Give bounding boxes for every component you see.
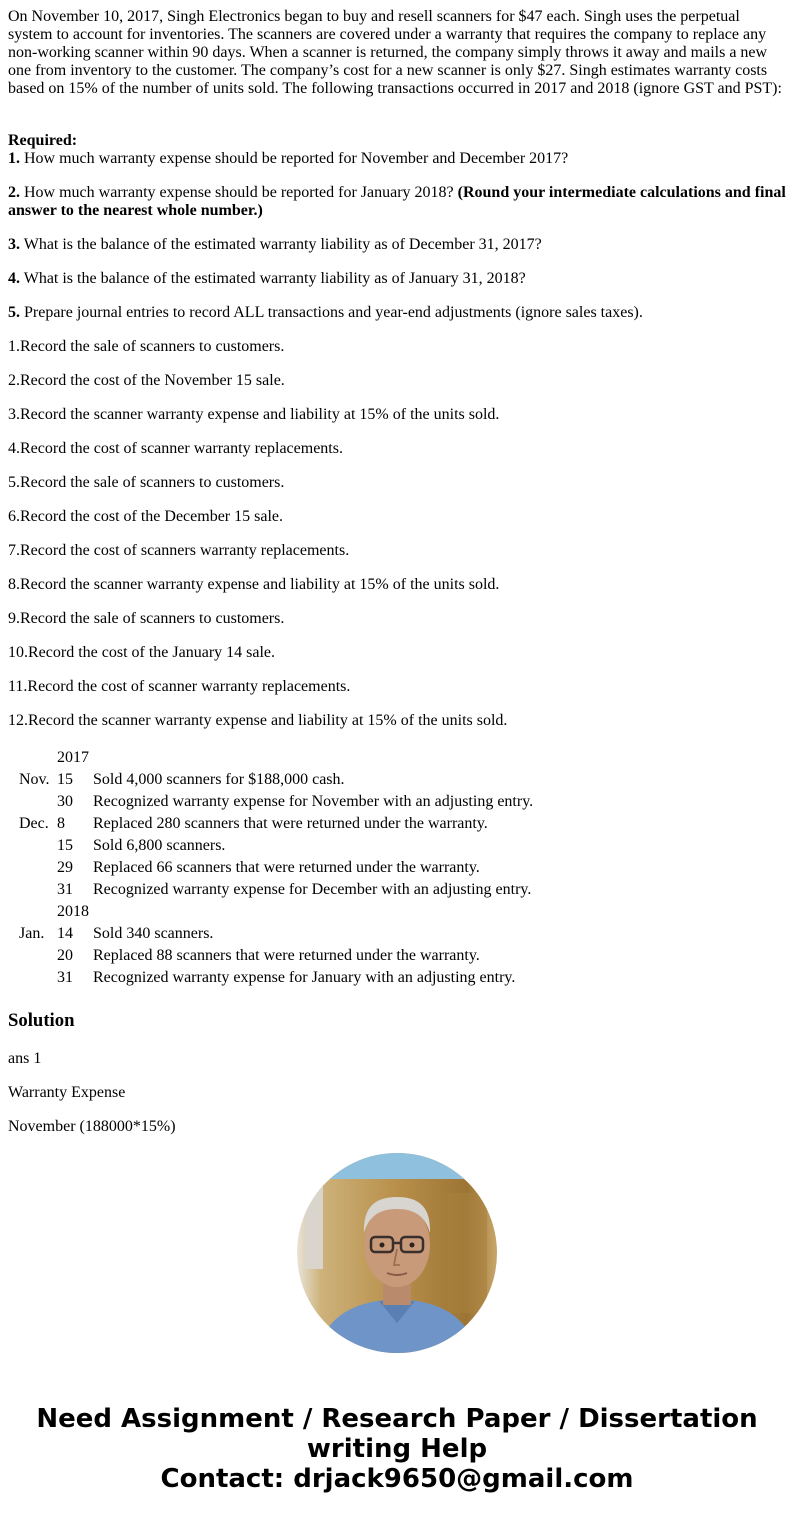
journal-step: 3.Record the scanner warranty expense and liability at 15% of the units sold. (8, 406, 500, 423)
tutor-portrait-image (297, 1153, 497, 1353)
txn-month (18, 902, 54, 922)
question-2-text: How much warranty expense should be reported for January 2018? (20, 184, 458, 201)
solution-line: Warranty Expense (8, 1084, 126, 1101)
txn-day: 15 (57, 837, 73, 854)
txn-description: Recognized warranty expense for December with an adjusting entry. (93, 881, 532, 898)
document-body (8, 8, 788, 1152)
txn-day: 14 (57, 925, 73, 942)
journal-step: 4.Record the cost of scanner warranty replacements. (8, 440, 343, 457)
tutor-avatar (297, 1153, 497, 1353)
table-row (18, 748, 534, 768)
txn-description: Sold 340 scanners. (93, 925, 214, 942)
question-5 (8, 304, 788, 322)
journal-steps (8, 338, 788, 730)
required-section (8, 132, 788, 168)
question-4 (8, 270, 788, 288)
txn-description (92, 748, 534, 768)
txn-description (92, 902, 534, 922)
txn-day: 29 (57, 859, 73, 876)
promo-line: writing Help (306, 1434, 488, 1464)
txn-day: 2017 (57, 749, 89, 766)
solution-line: ans 1 (8, 1050, 42, 1067)
txn-month (18, 946, 54, 966)
journal-step: 2.Record the cost of the November 15 sale. (8, 372, 285, 389)
question-1-number: 1. (8, 150, 20, 167)
question-5-text: Prepare journal entries to record ALL transactions and year-end adjustments (ignore sales taxes). (20, 304, 643, 321)
question-2-number: 2. (8, 184, 20, 201)
txn-month: Nov. (19, 771, 50, 788)
journal-step: 11.Record the cost of scanner warranty replacements. (8, 678, 351, 695)
journal-step: 9.Record the sale of scanners to customers. (8, 610, 285, 627)
journal-step: 12.Record the scanner warranty expense and liability at 15% of the units sold. (8, 712, 508, 729)
txn-day: 2018 (57, 903, 89, 920)
txn-day: 31 (57, 881, 73, 898)
question-3-number: 3. (8, 236, 20, 253)
required-heading: Required: (8, 132, 78, 149)
journal-step: 7.Record the cost of scanners warranty replacements. (8, 542, 350, 559)
solution-heading: Solution (8, 1010, 75, 1031)
txn-month (18, 968, 54, 988)
question-5-number: 5. (8, 304, 20, 321)
txn-month (18, 748, 54, 768)
problem-intro: On November 10, 2017, Singh Electronics began to buy and resell scanners for $47 each. Singh uses the perpetual system to account for inventories. The scanners are covered under a warranty that requires the company to replace any non-working scanner within 90 days. When a scanner is returned, the company simply throws it away and mails a new one from inventory to the customer. The company’s cost for a new scanner is only $27. Singh estimates warranty costs based on 15% of the number of units sold. The following transactions occurred in 2017 and 2018 (ignore GST and PST): (8, 8, 782, 97)
question-2-rounding-note: (Round your intermediate calculations and final answer to the nearest whole number.) (8, 184, 786, 219)
journal-step: 8.Record the scanner warranty expense and liability at 15% of the units sold. (8, 576, 500, 593)
txn-month (18, 836, 54, 856)
journal-step: 5.Record the sale of scanners to customers. (8, 474, 285, 491)
solution-line: November (188000*15%) (8, 1118, 176, 1135)
question-4-text: What is the balance of the estimated warranty liability as of January 31, 2018? (20, 270, 526, 287)
txn-description: Recognized warranty expense for November with an adjusting entry. (93, 793, 534, 810)
table-row (18, 836, 534, 856)
txn-description: Sold 6,800 scanners. (93, 837, 226, 854)
txn-day: 31 (57, 969, 73, 986)
question-3-text: What is the balance of the estimated warranty liability as of December 31, 2017? (20, 236, 542, 253)
txn-day: 15 (57, 771, 73, 788)
transactions-table (16, 746, 536, 990)
table-row (18, 880, 534, 900)
table-row (18, 924, 534, 944)
table-row (18, 858, 534, 878)
txn-month: Jan. (19, 925, 45, 942)
table-row (18, 946, 534, 966)
txn-description: Replaced 88 scanners that were returned under the warranty. (93, 947, 480, 964)
journal-step: 6.Record the cost of the December 15 sale. (8, 508, 284, 525)
table-row (18, 968, 534, 988)
promo-line: Need Assignment / Research Paper / Dissertation (36, 1404, 758, 1434)
journal-step: 10.Record the cost of the January 14 sale. (8, 644, 276, 661)
journal-step: 1.Record the sale of scanners to customers. (8, 338, 285, 355)
table-row (18, 792, 534, 812)
question-4-number: 4. (8, 270, 20, 287)
table-row (18, 814, 534, 834)
txn-month (18, 880, 54, 900)
txn-month (18, 858, 54, 878)
txn-month (18, 792, 54, 812)
table-row (18, 902, 534, 922)
txn-day: 8 (57, 815, 65, 832)
promo-contact[interactable]: Contact: drjack9650@gmail.com (160, 1464, 634, 1494)
txn-description: Recognized warranty expense for January with an adjusting entry. (93, 969, 516, 986)
txn-day: 30 (57, 793, 73, 810)
txn-month: Dec. (19, 815, 49, 832)
txn-description: Sold 4,000 scanners for $188,000 cash. (93, 771, 345, 788)
txn-description: Replaced 66 scanners that were returned under the warranty. (93, 859, 480, 876)
promo-banner (0, 1404, 794, 1494)
question-1-text: How much warranty expense should be reported for November and December 2017? (20, 150, 569, 167)
txn-description: Replaced 280 scanners that were returned under the warranty. (93, 815, 488, 832)
table-row (18, 770, 534, 790)
question-3 (8, 236, 788, 254)
txn-day: 20 (57, 947, 73, 964)
question-2 (8, 184, 788, 220)
